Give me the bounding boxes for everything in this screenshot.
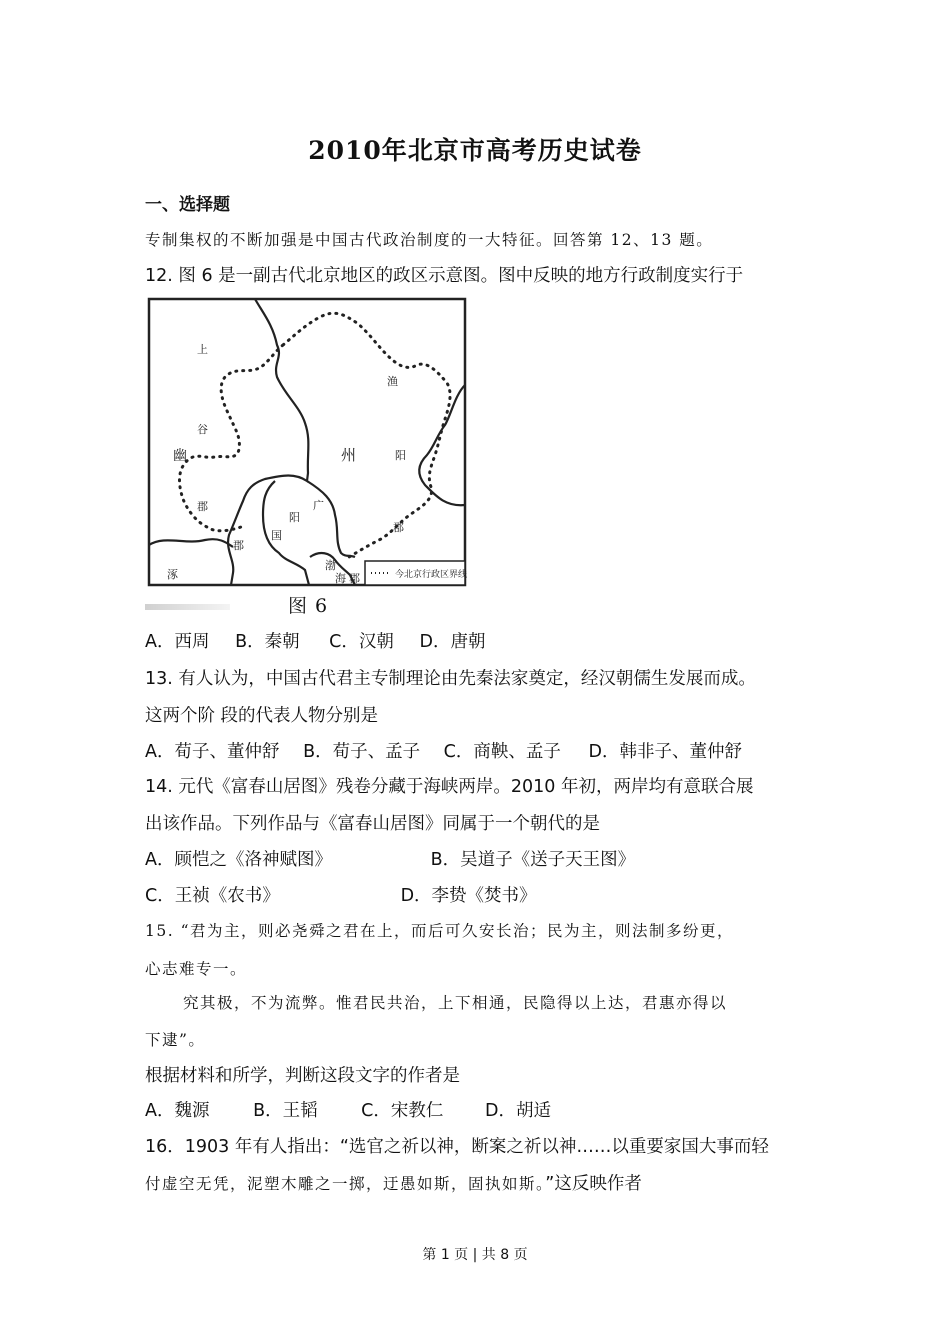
q14-options-row2	[145, 882, 537, 907]
page-footer: 第 1 页 | 共 8 页	[422, 1247, 528, 1263]
option-d: D．胡适	[484, 1101, 551, 1121]
q15-line3: 究其极，不为流弊。惟君民共治，上下相通，民隐得以上达，君惠亦得以	[183, 994, 728, 1012]
q15-line2: 心志难专一。	[145, 960, 248, 978]
q15-options	[145, 1097, 551, 1122]
q14-line1: 14. 元代《富春山居图》残卷分藏于海峡两岸。2010 年初，两岸均有意联合展	[145, 777, 754, 797]
section-heading: 一、选择题	[145, 195, 230, 215]
option-a: A．顾恺之《洛神赋图》	[145, 850, 332, 870]
option-c: C．商鞅、孟子	[443, 742, 561, 762]
map-label: 幽	[173, 448, 187, 464]
q16-line2	[145, 1170, 642, 1195]
map-legend-text: 今北京行政区界线	[395, 570, 468, 580]
q12-options	[145, 628, 485, 653]
map-label: 广	[313, 499, 324, 512]
scan-smudge	[145, 604, 230, 610]
map-label: 涿	[167, 568, 178, 581]
q14-line2: 出该作品。下列作品与《富春山居图》同属于一个朝代的是	[145, 814, 600, 834]
q16-tail: ”这反映作者	[545, 1174, 642, 1194]
q13-line2: 这两个阶 段的代表人物分别是	[145, 706, 379, 726]
q16-quote: 付虚空无凭，泥塑木雕之一掷，迂愚如斯，固执如斯。	[145, 1175, 546, 1193]
map-label: 郡	[393, 521, 404, 534]
map-label: 阳	[395, 449, 406, 462]
option-c: C．宋教仁	[361, 1101, 444, 1121]
q12-stem: 12. 图 6 是一副古代北京地区的政区示意图。图中反映的地方行政制度实行于	[145, 266, 744, 286]
q13-options	[145, 738, 742, 763]
q14-options-row1	[145, 846, 635, 871]
option-b: B．吴道子《送子天王图》	[430, 850, 636, 870]
map-label: 渤	[325, 559, 336, 572]
q15-line4: 下逮”。	[145, 1031, 206, 1049]
map-label: 渔	[387, 375, 398, 388]
option-a: A．荀子、董仲舒	[145, 742, 280, 762]
intro-text: 专制集权的不断加强是中国古代政治制度的一大特征。回答第 12、13 题。	[145, 231, 714, 249]
option-c: C．汉朝	[329, 632, 394, 652]
option-b: B．王韬	[253, 1101, 318, 1121]
map-label: 上	[197, 343, 208, 356]
option-a: A．西周	[145, 632, 210, 652]
document-title: 2010年北京市高考历史试卷	[308, 136, 642, 165]
map-caption: 图 6	[288, 595, 329, 617]
option-d: D．韩非子、董仲舒	[588, 742, 742, 762]
q15-line1: 15. “君为主，则必尧舜之君在上，而后可久安长治；民为主，则法制多纷更，	[145, 922, 735, 940]
map-label: 国	[271, 529, 282, 542]
map-label: 海	[335, 572, 346, 585]
q13-line1: 13. 有人认为，中国古代君主专制理论由先秦法家奠定，经汉朝儒生发展而成。	[145, 669, 756, 689]
option-d: D．唐朝	[419, 632, 486, 652]
map-label: 郡	[233, 539, 244, 552]
map-label: 郡	[349, 572, 360, 585]
map-label: 阳	[289, 511, 300, 524]
option-b: B．荀子、孟子	[303, 742, 421, 762]
option-a: A．魏源	[145, 1101, 210, 1121]
option-b: B．秦朝	[235, 632, 300, 652]
q16-text: 16．1903 年有人指出：“选官之祈以神，断案之祈以神……以重要家国大事而轻	[145, 1137, 769, 1157]
map-label: 州	[341, 446, 357, 464]
map-label: 谷	[197, 423, 208, 436]
q15-line5: 根据材料和所学，判断这段文字的作者是	[145, 1066, 460, 1086]
option-c: C．王祯《农书》	[145, 886, 280, 906]
map-label: 郡	[197, 500, 208, 513]
q16-line1	[145, 1133, 769, 1158]
option-d: D．李贽《焚书》	[400, 886, 537, 906]
map-figure	[145, 295, 469, 589]
